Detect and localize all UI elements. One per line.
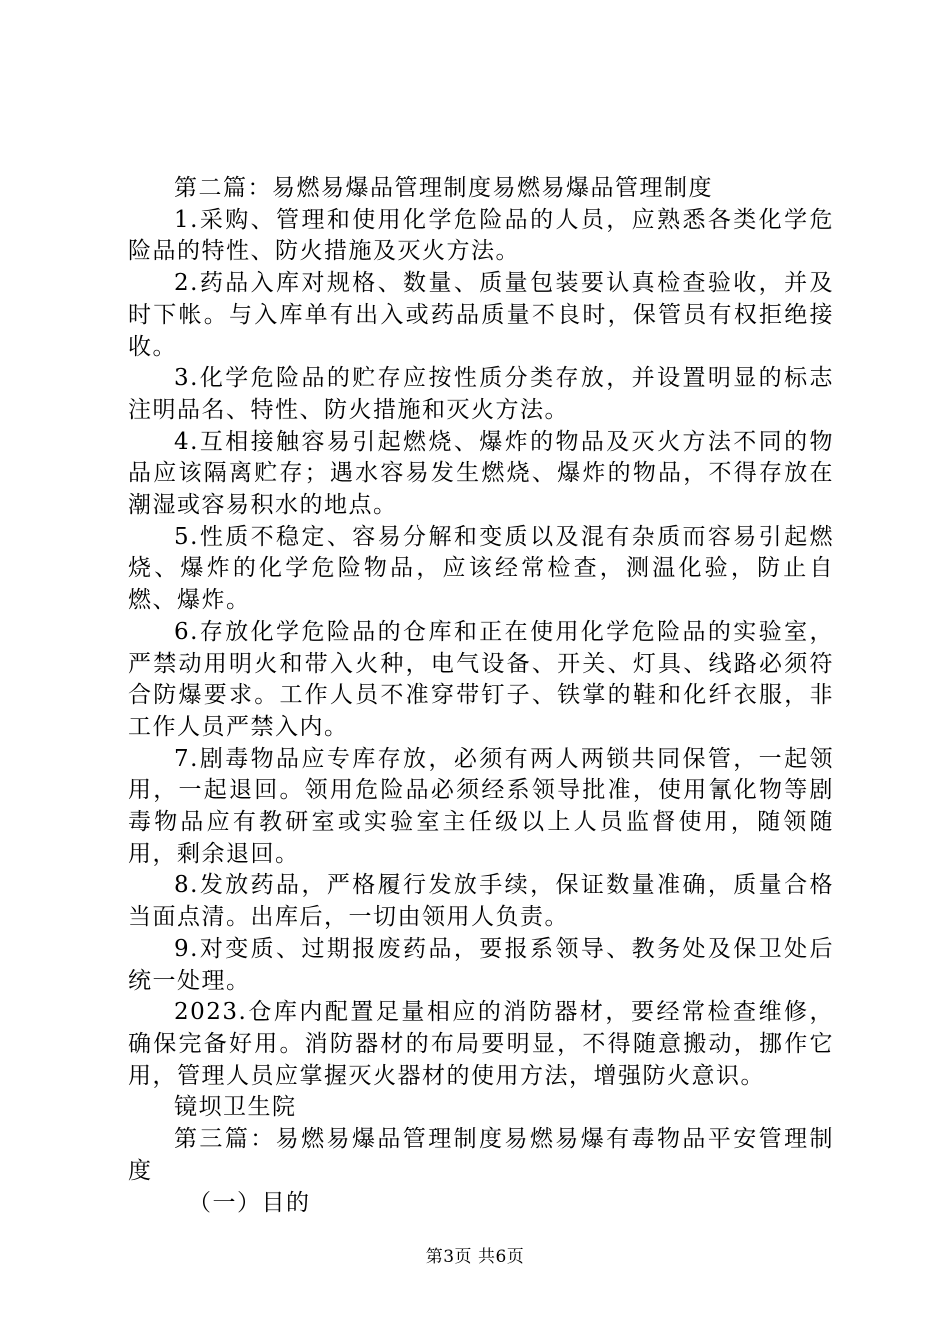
rule-item-4: 4.互相接触容易引起燃烧、爆炸的物品及灭火方法不同的物品应该隔离贮存；遇水容易发生燃烧、爆炸的物品，不得存放在潮湿或容易积水的地点。 [128,428,834,519]
rule-item-3: 3.化学危险品的贮存应按性质分类存放，并设置明显的标志注明品名、特性、防火措施和灭火方法。 [128,365,834,423]
rule-item-5: 5.性质不稳定、容易分解和变质以及混有杂质而容易引起燃烧、爆炸的化学危险物品，应该经常检查，测温化验，防止自燃、爆炸。 [128,523,834,614]
sub-heading-purpose: （一）目的 [188,1189,311,1216]
rule-item-7: 7.剧毒物品应专库存放，必须有两人两锁共同保管，一起领用，一起退回。领用危险品必须经系领导批准，使用氰化物等剧毒物品应有教研室或实验室主任级以上人员监督使用，随领随用，剩余退回。 [128,745,834,867]
rule-item-2: 2.药品入库对规格、数量、质量包装要认真检查验收，并及时下帐。与入库单有出入或药品质量不良时，保管员有权拒绝接收。 [128,270,834,360]
document-body [128,173,834,1219]
rule-item-9: 9.对变质、过期报废药品，要报系领导、教务处及保卫处后统一处理。 [128,935,834,994]
rule-item-6: 6.存放化学危险品的仓库和正在使用化学危险品的实验室，严禁动用明火和带入火种，电气设备、开关、灯具、线路必须符合防爆要求。工作人员不准穿带钉子、铁掌的鞋和化纤衣服，非工作人员严禁入内。 [128,618,834,740]
rule-item-10: 2023.仓库内配置足量相应的消防器材，要经常检查维修，确保完备好用。消防器材的布局要明显，不得随意搬动，挪作它用，管理人员应掌握灭火器材的使用方法，增强防火意识。 [128,999,834,1089]
section-heading-3: 第三篇：易燃易爆品管理制度易燃易爆有毒物品平安管理制度 [128,1126,834,1184]
signature-line: 镜坝卫生院 [174,1094,297,1121]
rule-item-1: 1.采购、管理和使用化学危险品的人员，应熟悉各类化学危险品的特性、防火措施及灭火方法。 [128,206,834,265]
rule-item-8: 8.发放药品，严格履行发放手续，保证数量准确，质量合格当面点清。出库后，一切由领用人负责。 [128,872,834,931]
section-heading-2: 第二篇：易燃易爆品管理制度易燃易爆品管理制度 [174,175,713,201]
page-footer: 第3页 共6页 [425,1247,525,1267]
